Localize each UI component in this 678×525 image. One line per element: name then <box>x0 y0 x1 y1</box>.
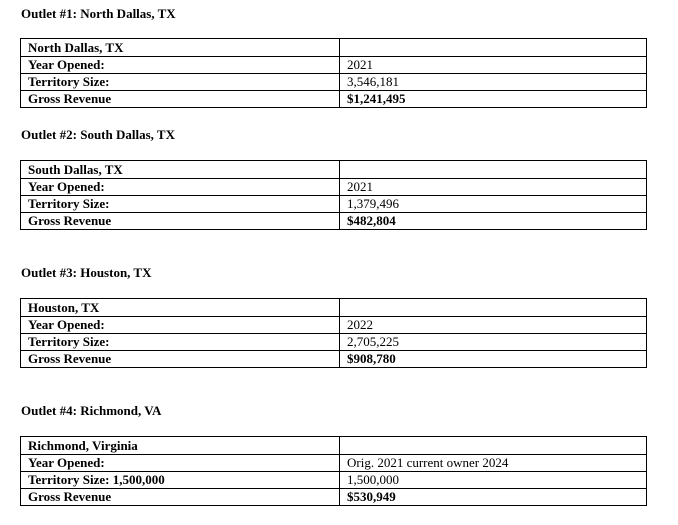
gross-revenue-label: Gross Revenue <box>21 351 340 368</box>
year-opened-label: Year Opened: <box>21 57 340 74</box>
outlet-name-cell: North Dallas, TX <box>21 39 340 57</box>
empty-cell <box>340 161 647 179</box>
year-opened-value: 2021 <box>340 179 647 196</box>
outlet-name-cell: Houston, TX <box>21 299 340 317</box>
table-row <box>21 91 647 108</box>
year-opened-value: Orig. 2021 current owner 2024 <box>340 455 647 472</box>
year-opened-value: 2022 <box>340 317 647 334</box>
territory-size-value: 1,500,000 <box>340 472 647 489</box>
table-row <box>21 472 647 489</box>
gross-revenue-value: $530,949 <box>340 489 647 506</box>
territory-size-label: Territory Size: <box>21 74 340 91</box>
territory-size-label: Territory Size: <box>21 196 340 213</box>
gross-revenue-value: $908,780 <box>340 351 647 368</box>
gross-revenue-label: Gross Revenue <box>21 489 340 506</box>
table-row <box>21 213 647 230</box>
table-row <box>21 489 647 506</box>
table-row <box>21 39 647 57</box>
outlet-1-heading: Outlet #1: North Dallas, TX <box>21 6 176 21</box>
empty-cell <box>340 437 647 455</box>
table-row <box>21 437 647 455</box>
table-row <box>21 161 647 179</box>
outlet-2-heading: Outlet #2: South Dallas, TX <box>21 127 175 142</box>
table-row <box>21 455 647 472</box>
outlet-name-cell: Richmond, Virginia <box>21 437 340 455</box>
empty-cell <box>340 299 647 317</box>
table-row <box>21 351 647 368</box>
table-row <box>21 179 647 196</box>
outlet-name-cell: South Dallas, TX <box>21 161 340 179</box>
outlet-3-table <box>20 298 647 368</box>
table-row <box>21 334 647 351</box>
year-opened-label: Year Opened: <box>21 455 340 472</box>
year-opened-label: Year Opened: <box>21 179 340 196</box>
gross-revenue-value: $1,241,495 <box>340 91 647 108</box>
empty-cell <box>340 39 647 57</box>
outlet-4-table <box>20 436 647 506</box>
table-row <box>21 57 647 74</box>
gross-revenue-label: Gross Revenue <box>21 213 340 230</box>
table-row <box>21 196 647 213</box>
territory-size-label: Territory Size: 1,500,000 <box>21 472 340 489</box>
year-opened-value: 2021 <box>340 57 647 74</box>
table-row <box>21 299 647 317</box>
table-row <box>21 317 647 334</box>
year-opened-label: Year Opened: <box>21 317 340 334</box>
outlet-1-table <box>20 38 647 108</box>
territory-size-label: Territory Size: <box>21 334 340 351</box>
gross-revenue-label: Gross Revenue <box>21 91 340 108</box>
outlet-4-heading: Outlet #4: Richmond, VA <box>21 403 162 418</box>
outlet-3-heading: Outlet #3: Houston, TX <box>21 265 152 280</box>
outlet-2-table <box>20 160 647 230</box>
territory-size-value: 2,705,225 <box>340 334 647 351</box>
table-row <box>21 74 647 91</box>
territory-size-value: 1,379,496 <box>340 196 647 213</box>
territory-size-value: 3,546,181 <box>340 74 647 91</box>
gross-revenue-value: $482,804 <box>340 213 647 230</box>
